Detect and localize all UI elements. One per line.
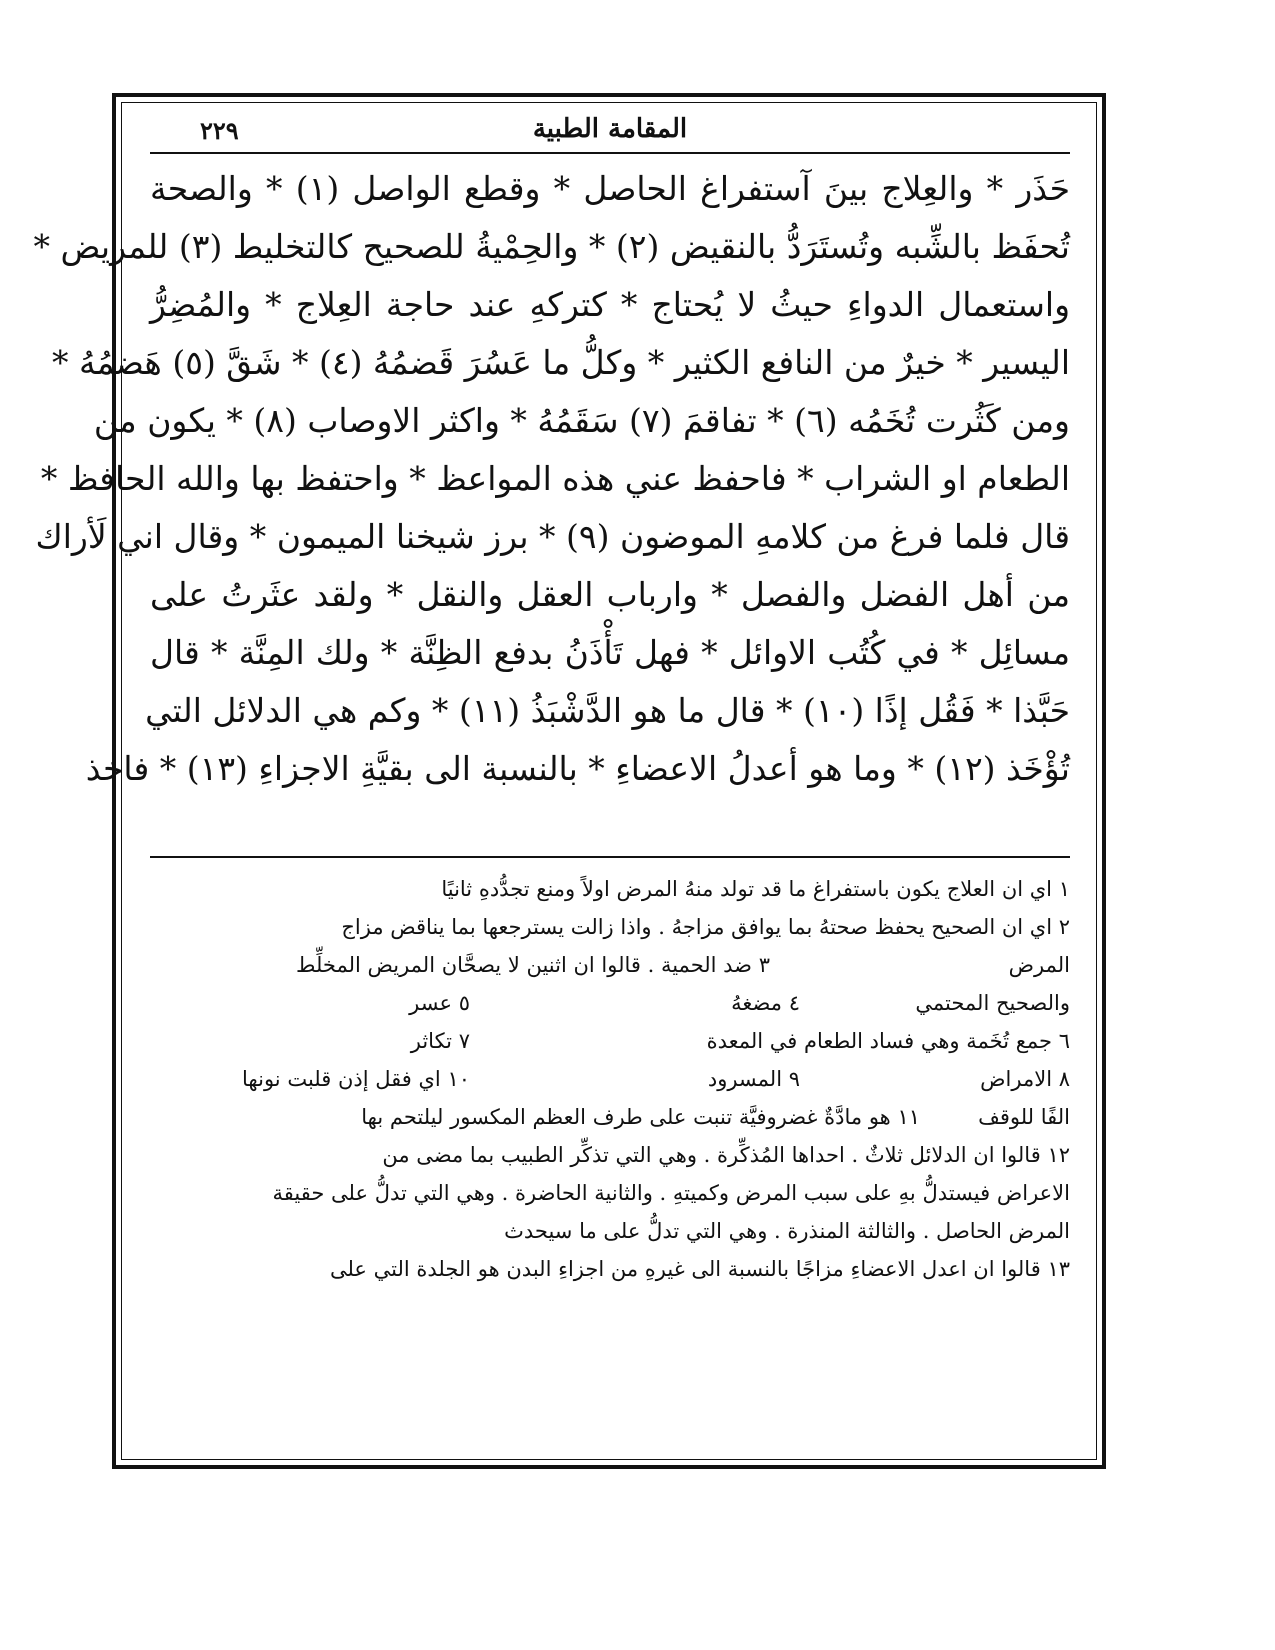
footnote-number: ٢ [1058, 915, 1070, 939]
footnote-9-text: المسرود [707, 1067, 783, 1091]
footnote-number: ١١ [897, 1105, 920, 1129]
footnote-row [150, 1060, 1070, 1098]
footnote-number: ٤ [788, 991, 800, 1015]
footnote-number: ٥ [458, 991, 470, 1015]
footnote-row [150, 946, 1070, 984]
footnote-10-text: اي فقل إذن قلبت نونها [242, 1067, 441, 1091]
footnote-number: ١٠ [447, 1067, 470, 1091]
footnote-12 [150, 1136, 1070, 1174]
footnote-12-cont: الاعراض فيستدلُّ بهِ على سبب المرض وكميتهِ . والثانية الحاضرة . وهي التي تدلُّ على حقيقة [272, 1181, 1070, 1205]
text-line: قال فلما فرغ من كلامهِ الموضون (٩) * برز شيخنا الميمون * وقال اني لَأراك [35, 517, 1070, 556]
footnote-text: اي ان الصحيح يحفظ صحتهُ بما يوافق مزاجهُ . واذا زالت يسترجعها بما يناقض مزاج [341, 915, 1053, 939]
footnote-number: ١٢ [1047, 1143, 1070, 1167]
footnote-number: ٩ [788, 1067, 800, 1091]
footnote-number: ٣ [758, 953, 770, 977]
footnote-row [150, 984, 1070, 1022]
page-header [150, 108, 1070, 154]
text-line: من أهل الفضل والفصل * وارباب العقل والنقل * ولقد عثَرتُ على [150, 575, 1070, 614]
footnote-13 [150, 1250, 1070, 1288]
text-line: ومن كَثُرت تُخَمُه (٦) * تفاقمَ (٧) سَقَمُهُ * واكثر الاوصاب (٨) * يكون من [93, 401, 1070, 440]
footnote-12-cont: المرض الحاصل . والثالثة المنذرة . وهي التي تدلُّ على ما سيحدث [504, 1219, 1070, 1243]
footnote-6-text: جمع تُخَمة وهي فساد الطعام في المعدة [706, 1029, 1053, 1053]
footnote-3-text: ضد الحمية . قالوا ان اثنين لا يصحَّان المريض المخلِّط [296, 953, 753, 977]
footnote-4-text: مضغهُ [731, 991, 783, 1015]
page-number: ٢٢٩ [200, 116, 239, 145]
book-page [33, 108, 1071, 1448]
footnote-rule [150, 856, 1070, 858]
main-text [33, 160, 1071, 798]
text-line: تُؤْخَذ (١٢) * وما هو أعدلُ الاعضاءِ * بالنسبة الى بقيَّةِ الاجزاءِ (١٣) * فاخذ [85, 749, 1070, 788]
footnote-text: المرض [1008, 953, 1070, 977]
footnote-row [150, 1022, 1070, 1060]
footnote-number: ٧ [458, 1029, 470, 1053]
footnote-number: ١ [1058, 877, 1070, 901]
footnotes [150, 870, 1070, 1288]
footnote-row [150, 1098, 1070, 1136]
footnote-text: اي ان العلاج يكون باستفراغ ما قد تولد منهُ المرض اولاً ومنع تجدُّدهِ ثانيًا [441, 877, 1053, 901]
footnote-11-text: هو مادَّةٌ غضروفيَّة تنبت على طرف العظم المكسور ليلتحم بها [361, 1105, 891, 1129]
footnote-text: والصحيح المحتمي [915, 991, 1070, 1015]
footnote-5-text: عسر [409, 991, 453, 1015]
footnote-2 [150, 908, 1070, 946]
text-line: مسائِل * في كُتُب الاوائل * فهل تَأْذَنُ بدفع الظِنَّة * ولك المِنَّة * قال [150, 633, 1070, 672]
footnote-number: ٦ [1058, 1029, 1070, 1053]
text-line: تُحفَظ بالشِّبه وتُستَرَدُّ بالنقيض (٢) * والحِمْيةُ للصحيح كالتخليط (٣) للمريض * [33, 227, 1070, 266]
footnote-number: ١٣ [1047, 1257, 1070, 1281]
text-line: واستعمال الدواءِ حيثُ لا يُحتاج * كتركهِ عند حاجة العِلاج * والمُضِرُّ [150, 285, 1070, 324]
header-rule [150, 152, 1070, 154]
text-line: حَبَّذا * فَقُل إذًا (١٠) * قال ما هو الدَّشْبَذُ (١١) * وكم هي الدلائل التي [145, 691, 1070, 730]
footnote-7-text: تكاثر [410, 1029, 453, 1053]
footnote-text: الفًا للوقف [978, 1105, 1070, 1129]
footnote-text: قالوا ان الدلائل ثلاثٌ . احداها المُذكِّرة . وهي التي تذكِّر الطبيب بما مضى من [382, 1143, 1041, 1167]
text-line: الطعام او الشراب * فاحفظ عني هذه المواعظ * واحتفظ بها والله الحافظ * [40, 459, 1070, 498]
footnote-1 [150, 870, 1070, 908]
text-line: اليسير * خيرٌ من النافع الكثير * وكلُّ ما عَسُرَ قَضمُهُ (٤) * شَقَّ (٥) هَضمُهُ * [52, 343, 1070, 382]
text-line: حَذَر * والعِلاج بينَ آستفراغ الحاصل * وقطع الواصل (١) * والصحة [150, 169, 1071, 208]
footnote-number: ٨ [1058, 1067, 1070, 1091]
footnote-text: قالوا ان اعدل الاعضاءِ مزاجًا بالنسبة الى غيرهِ من اجزاءِ البدن هو الجلدة التي على [329, 1257, 1041, 1281]
running-title: المقامة الطبية [532, 114, 688, 144]
footnote-8-text: الامراض [980, 1067, 1053, 1091]
